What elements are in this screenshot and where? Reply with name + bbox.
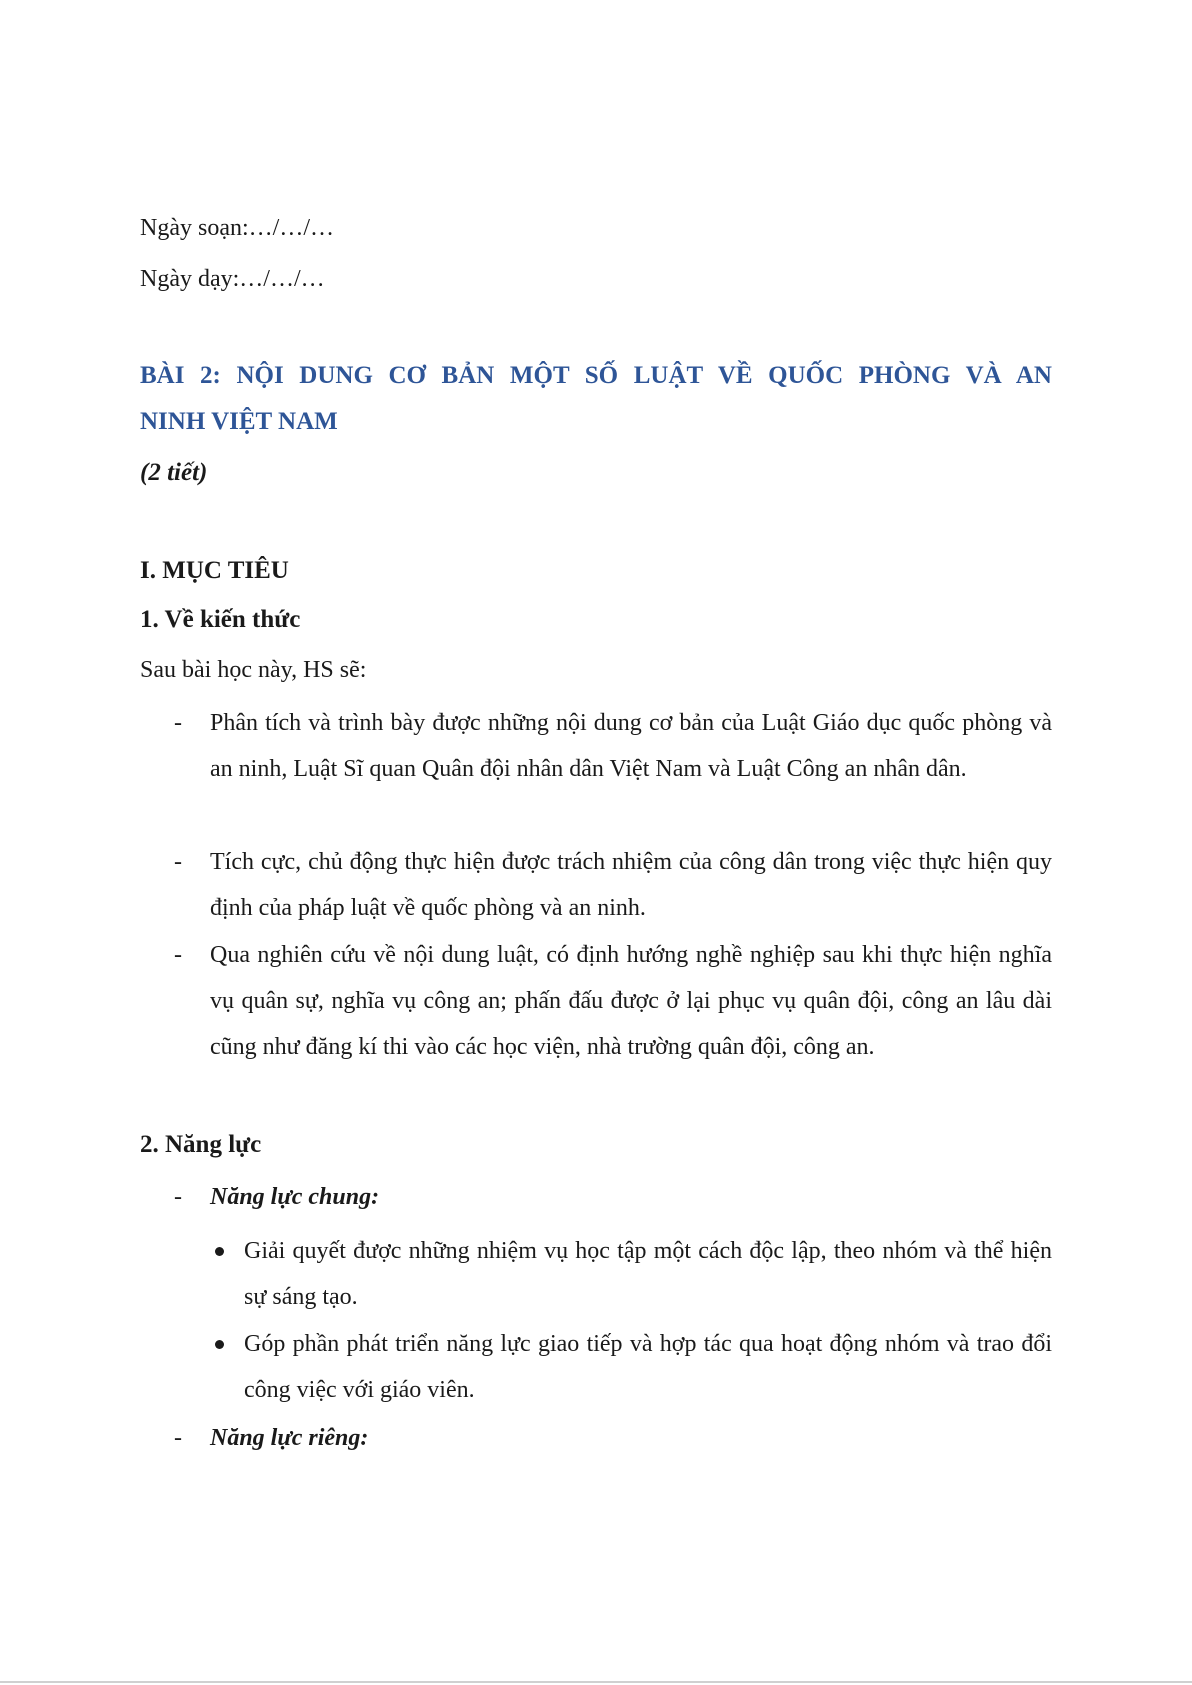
knowledge-item-3: Qua nghiên cứu về nội dung luật, có định hướng nghề nghiệp sau khi thực hiện nghĩa vụ quân sự, nghĩa vụ công an; phấn đấu được ở lại phục vụ quân đội, công an lâu dài cũng như đăng kí thi vào các học viện, nhà trường quân đội, công an. xyxy=(210,942,1052,1060)
lesson-title-line2: NINH VIỆT NAM xyxy=(140,408,338,435)
dash-marker: - xyxy=(174,942,182,968)
general-competence-item-2: Góp phần phát triển năng lực giao tiếp và hợp tác qua hoạt động nhóm và trao đổi công việc với giáo viên. xyxy=(244,1331,1052,1403)
bullet-icon xyxy=(215,1247,224,1256)
general-competence-item-1: Giải quyết được những nhiệm vụ học tập một cách độc lập, theo nhóm và thể hiện sự sáng tạo. xyxy=(244,1238,1052,1310)
page-bottom-edge xyxy=(0,1681,1192,1683)
subheading-nang-luc: 2. Năng lực xyxy=(140,1131,262,1158)
dash-marker: - xyxy=(174,1425,182,1451)
general-competence-label: Năng lực chung: xyxy=(210,1184,380,1210)
intro-text: Sau bài học này, HS sẽ: xyxy=(140,657,367,683)
ngay-soan: Ngày soạn:…/…/… xyxy=(140,215,334,241)
lesson-periods: (2 tiết) xyxy=(140,459,208,486)
section-heading-muc-tieu: I. MỤC TIÊU xyxy=(140,557,289,584)
lesson-title-line1: BÀI 2: NỘI DUNG CƠ BẢN MỘT SỐ LUẬT VỀ QUỐC PHÒNG VÀ AN xyxy=(140,362,1052,389)
dash-marker: - xyxy=(174,710,182,736)
knowledge-item-2: Tích cực, chủ động thực hiện được trách nhiệm của công dân trong việc thực hiện quy định của pháp luật về quốc phòng và an ninh. xyxy=(210,849,1052,921)
subheading-kien-thuc: 1. Về kiến thức xyxy=(140,606,301,633)
dash-marker: - xyxy=(174,1184,182,1210)
dash-marker: - xyxy=(174,849,182,875)
bullet-icon xyxy=(215,1340,224,1349)
knowledge-item-1: Phân tích và trình bày được những nội dung cơ bản của Luật Giáo dục quốc phòng và an ninh, Luật Sĩ quan Quân đội nhân dân Việt Nam và Luật Công an nhân dân. xyxy=(210,710,1052,782)
ngay-day: Ngày dạy:…/…/… xyxy=(140,266,325,292)
specific-competence-label: Năng lực riêng: xyxy=(210,1425,369,1451)
